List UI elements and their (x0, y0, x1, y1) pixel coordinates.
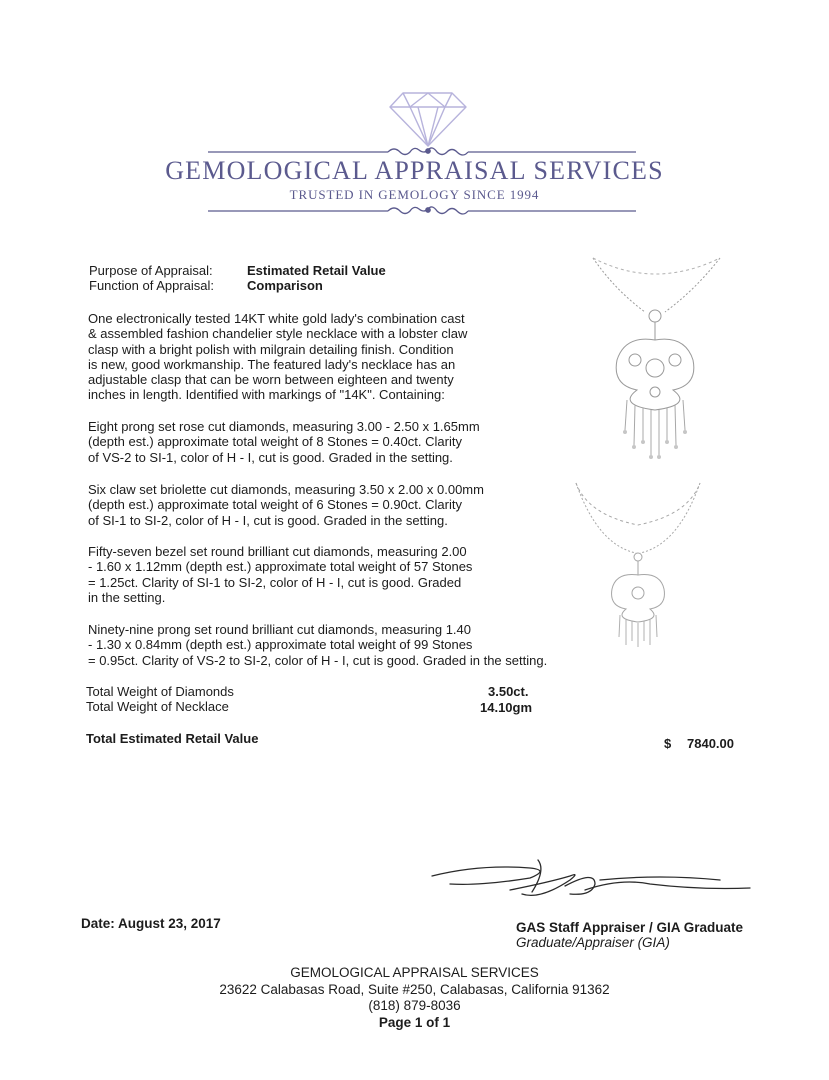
purpose-value: Estimated Retail Value (247, 263, 386, 278)
function-value: Comparison (247, 278, 323, 293)
stone-description: Ninety-nine prong set round brilliant cut diamonds, measuring 1.40 - 1.30 x 0.84mm (depth est.) approximate total weight of 99 Stones = 0.95ct. Clarity of VS-2 to SI-2, color of H - I, cut is good. Graded in the setting. (88, 622, 548, 668)
diamond-icon (390, 93, 466, 146)
necklace-image-front (575, 250, 735, 470)
necklace-image-full (568, 475, 708, 650)
stone-description: Eight prong set rose cut diamonds, measuring 3.00 - 2.50 x 1.65mm (depth est.) approximate total weight of 8 Stones = 0.40ct. Clarity of VS-2 to SI-1, color of H - I, cut is good. Graded in the setting. (88, 419, 480, 465)
total-diamonds-value: 3.50ct. (488, 684, 529, 699)
appraiser-subtitle: Graduate/Appraiser (GIA) (516, 935, 670, 950)
top-ornament-rule (208, 148, 636, 155)
appraisal-date: Date: August 23, 2017 (81, 916, 221, 931)
total-retail-label: Total Estimated Retail Value (86, 731, 259, 746)
currency-symbol: $ (664, 736, 672, 751)
total-diamonds-label: Total Weight of Diamonds (86, 684, 234, 699)
total-necklace-value: 14.10gm (480, 700, 533, 715)
stone-description: Six claw set briolette cut diamonds, measuring 3.50 x 2.00 x 0.00mm (depth est.) approximate total weight of 6 Stones = 0.90ct. Clarity of SI-1 to SI-2, color of H - I, cut is good. Graded in the setting. (88, 482, 484, 528)
company-name: GEMOLOGICAL APPRAISAL SERVICES (165, 156, 664, 185)
total-retail-value: 7840.00 (687, 736, 734, 751)
item-description: One electronically tested 14KT white gold lady's combination cast & assembled fashion chandelier style necklace with a lobster claw clasp with a bright polish with milgrain detailing finish. Condition is new, good workmanship. The featured lady's necklace has an adjustable clasp that can be worn between eighteen and twenty inches in length. Identified with markings of "14K". Containing: (88, 311, 468, 403)
company-tagline: TRUSTED IN GEMOLOGY SINCE 1994 (289, 187, 540, 202)
purpose-label: Purpose of Appraisal: (89, 263, 213, 278)
signature (420, 850, 760, 920)
function-label: Function of Appraisal: (89, 278, 215, 293)
page-number: Page 1 of 1 (378, 1015, 451, 1030)
footer-company: GEMOLOGICAL APPRAISAL SERVICES (290, 965, 539, 980)
footer-address: 23622 Calabasas Road, Suite #250, Calabasas, California 91362 (219, 982, 610, 997)
total-necklace-label: Total Weight of Necklace (86, 699, 229, 714)
bottom-ornament-rule (208, 207, 636, 214)
appraiser-title: GAS Staff Appraiser / GIA Graduate (516, 920, 744, 935)
footer-phone: (818) 879-8036 (368, 998, 461, 1013)
stone-description: Fifty-seven bezel set round brilliant cut diamonds, measuring 2.00 - 1.60 x 1.12mm (depth est.) approximate total weight of 57 Stones = 1.25ct. Clarity of SI-1 to SI-2, color of H - I, cut is good. Graded in the setting. (88, 544, 473, 605)
